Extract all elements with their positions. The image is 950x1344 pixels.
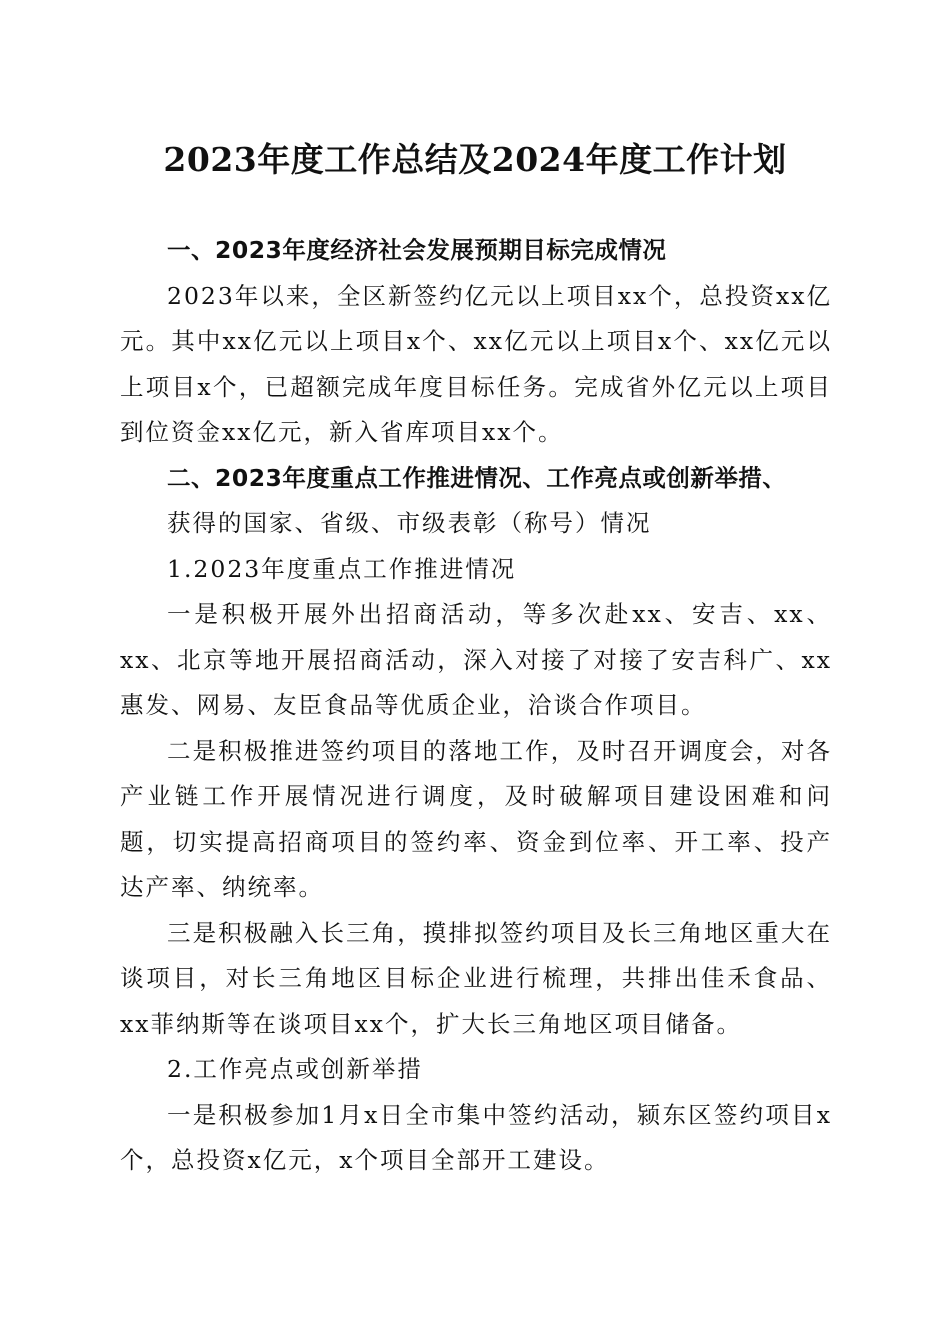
subsection-heading-2: 2.工作亮点或创新举措: [167, 1055, 423, 1083]
document-body: [120, 228, 832, 1184]
document-title: 2023年度工作总结及2024年度工作计划: [163, 140, 787, 179]
section-heading-2-continuation: 获得的国家、省级、市级表彰（称号）情况: [167, 509, 652, 537]
paragraph-signing-event: 一是积极参加1月x日全市集中签约活动，颍东区签约项目x个，总投资x亿元，x个项目全部开工建设。: [120, 1100, 832, 1174]
paragraph-yangtze-delta: 三是积极融入长三角，摸排拟签约项目及长三角地区重大在谈项目，对长三角地区目标企业进行梳理，共排出佳禾食品、xx菲纳斯等在谈项目xx个，扩大长三角地区项目储备。: [120, 918, 832, 1038]
paragraph-project-landing: 二是积极推进签约项目的落地工作，及时召开调度会，对各产业链工作开展情况进行调度，及时破解项目建设困难和问题，切实提高招商项目的签约率、资金到位率、开工率、投产达产率、纳统率。: [120, 736, 832, 901]
subsection-heading-1: 1.2023年度重点工作推进情况: [167, 554, 517, 583]
paragraph-targets-completion: 2023年以来，全区新签约亿元以上项目xx个，总投资xx亿元。其中xx亿元以上项目x个、xx亿元以上项目x个、xx亿元以上项目x个，已超额完成年度目标任务。完成省外亿元以上项目到位资金xx亿元，新入省库项目xx个。: [120, 281, 832, 446]
section-heading-1: 一、2023年度经济社会发展预期目标完成情况: [167, 236, 667, 264]
paragraph-investment-promotion: 一是积极开展外出招商活动，等多次赴xx、安吉、xx、xx、北京等地开展招商活动，深入对接了对接了安吉科广、xx惠发、网易、友臣食品等优质企业，洽谈合作项目。: [120, 600, 832, 719]
section-heading-2: 二、2023年度重点工作推进情况、工作亮点或创新举措、: [167, 463, 787, 492]
